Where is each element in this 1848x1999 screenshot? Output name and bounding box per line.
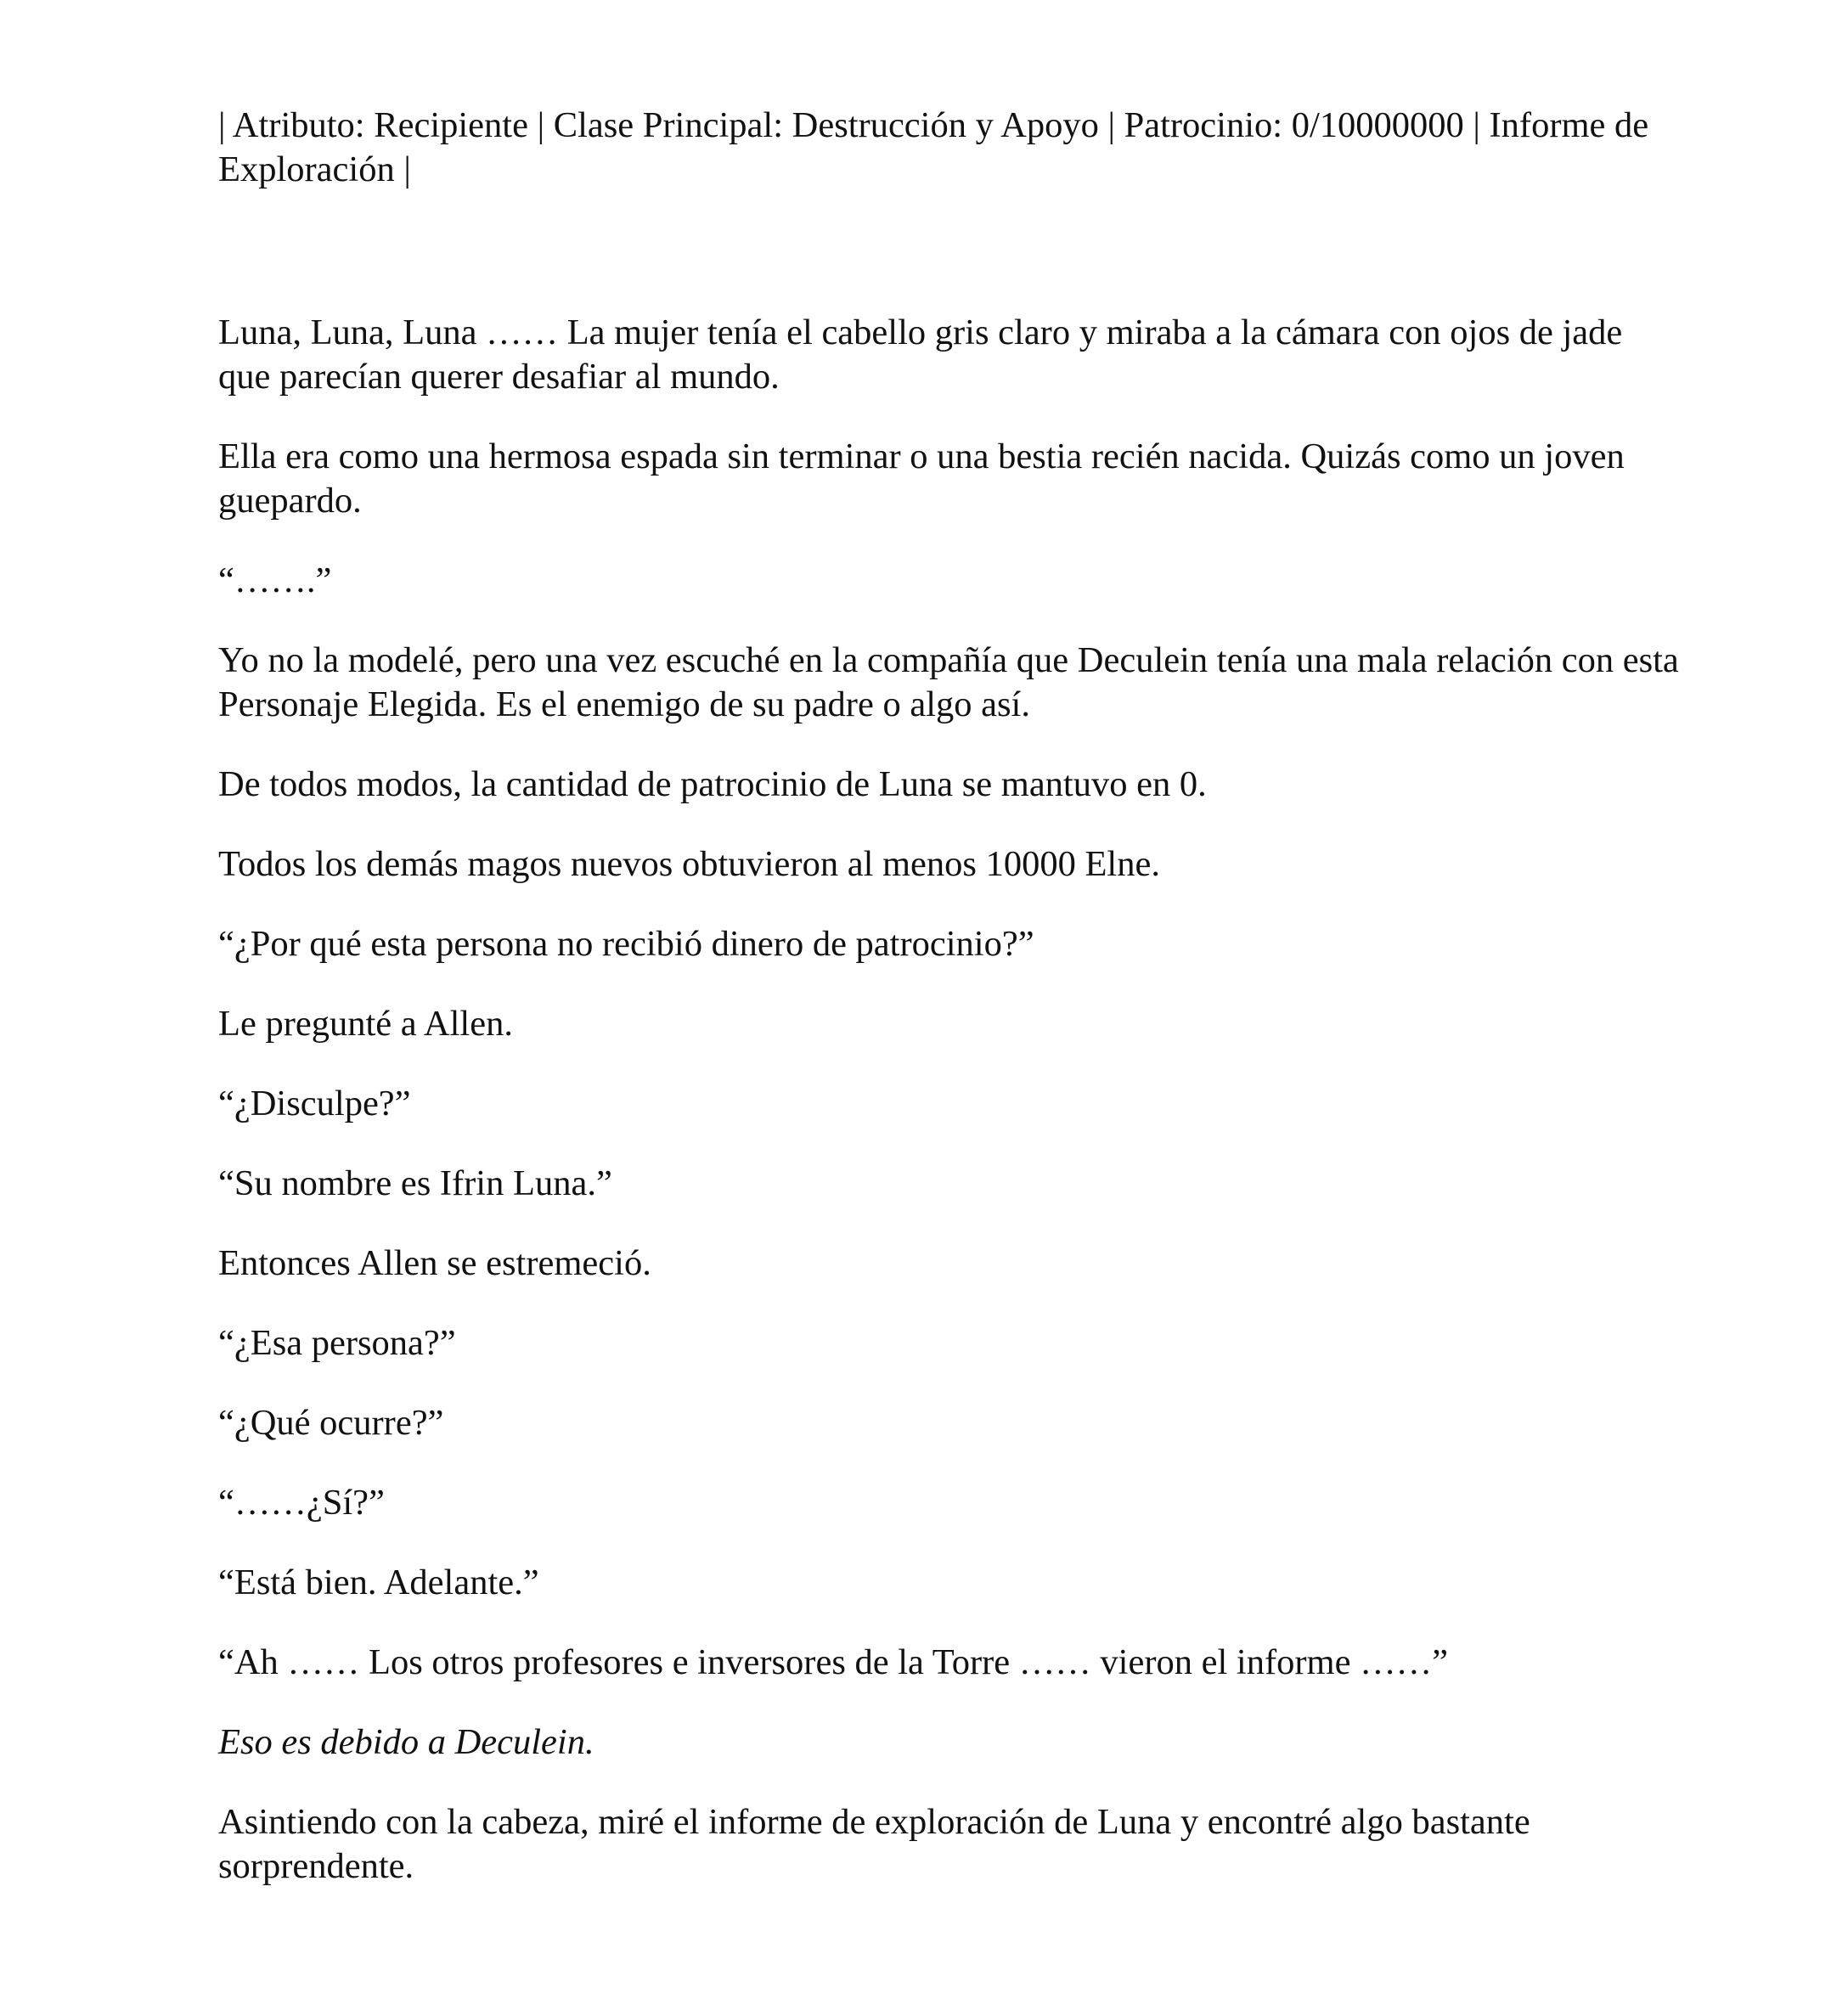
paragraph-4: Yo no la modelé, pero una vez escuché en la compañía que Deculein tenía una mala relación con esta Personaje Elegida. Es el enemigo de su padre o algo así.: [218, 640, 1679, 724]
paragraph-9: “¿Disculpe?”: [218, 1084, 411, 1123]
paragraph-14: “……¿Sí?”: [218, 1483, 385, 1523]
paragraph-13: “¿Qué ocurre?”: [218, 1403, 444, 1443]
status-header-line: | Atributo: Recipiente | Clase Principal: Destrucción y Apoyo | Patrocinio: 0/10000000 | Informe de Exploración |: [218, 105, 1649, 189]
paragraph-3: “…….”: [218, 560, 332, 600]
paragraph-8: Le pregunté a Allen.: [218, 1004, 513, 1044]
document-page: [218, 104, 1679, 1924]
paragraph-5: De todos modos, la cantidad de patrocinio de Luna se mantuvo en 0.: [218, 764, 1207, 804]
paragraph-2: Ella era como una hermosa espada sin terminar o una bestia recién nacida. Quizás como un joven guepardo.: [218, 436, 1625, 521]
paragraph-11: Entonces Allen se estremeció.: [218, 1243, 651, 1283]
paragraph-7: “¿Por qué esta persona no recibió dinero de patrocinio?”: [218, 924, 1034, 964]
paragraph-18: Asintiendo con la cabeza, miré el informe de exploración de Luna y encontré algo bastante sorprendente.: [218, 1802, 1530, 1886]
paragraph-6: Todos los demás magos nuevos obtuvieron al menos 10000 Elne.: [218, 844, 1160, 884]
paragraph-1: Luna, Luna, Luna …… La mujer tenía el cabello gris claro y miraba a la cámara con ojos de jade que parecían querer desafiar al mundo.: [218, 313, 1623, 397]
paragraph-16: “Ah …… Los otros profesores e inversores de la Torre …… vieron el informe ……”: [218, 1642, 1448, 1682]
paragraph-12: “¿Esa persona?”: [218, 1323, 456, 1363]
paragraph-10: “Su nombre es Ifrin Luna.”: [218, 1163, 612, 1203]
paragraph-15: “Está bien. Adelante.”: [218, 1563, 539, 1602]
paragraph-17-italic-thought: Eso es debido a Deculein.: [218, 1722, 594, 1762]
